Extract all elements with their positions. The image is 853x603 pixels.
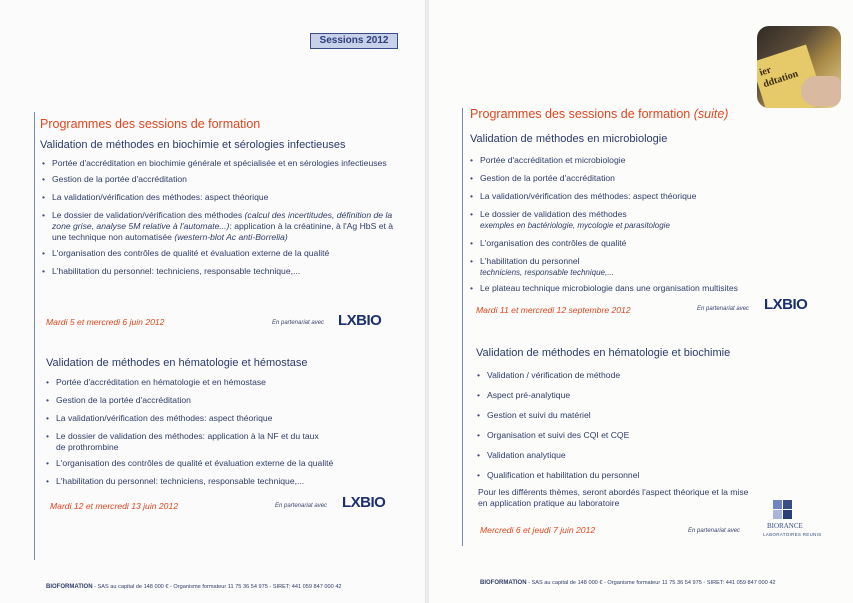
right-section2-title: Validation de méthodes en hématologie et biochimie: [476, 347, 731, 359]
list-item: • Le dossier de validation des méthodes exemples en bactériologie, mycologie et parasitologie: [470, 209, 810, 231]
list-item: • Qualification et habilitation du personnel: [477, 470, 777, 481]
right-section1-list: [470, 155, 810, 294]
lxbio-logo: LXBIO: [342, 494, 386, 511]
left-section2-dates: Mardi 12 et mercredi 13 juin 2012: [50, 501, 179, 511]
list-item: • Le dossier de validation/vérification des méthodes (calcul des incertitudes, définition de la zone grise, analyse 5M relative à l'automate...): application à la créatinine, à l'Ag HbS et à une technique non automatisée (western-blot Ac anti-Borrelia): [42, 210, 402, 243]
left-section2-list: [46, 377, 406, 487]
list-item: • L'habilitation du personnel techniciens, responsable technique,...: [470, 256, 810, 278]
list-item: • Gestion de la portée d'accréditation: [46, 395, 406, 406]
photo-hand: [801, 76, 841, 106]
right-section2-paragraph: Pour les différents thèmes, seront abordés l'aspect théorique et la mise en application pratique au laboratoire: [478, 487, 749, 508]
right-section2-dates: Mercredi 6 et jeudi 7 juin 2012: [480, 525, 596, 535]
partner-label: En partenariat avec: [697, 306, 750, 312]
right-margin-rule: [462, 108, 463, 546]
logo-square: [783, 510, 792, 519]
list-item: • Gestion de la portée d'accréditation: [42, 174, 402, 185]
list-item: • Portée d'accréditation en biochimie générale et spécialisée et en sérologies infectieuses: [42, 158, 402, 169]
partner-label: En partenariat avec: [688, 528, 741, 534]
list-item: • L'organisation des contrôles de qualité et évaluation externe de la qualité: [46, 458, 406, 469]
left-section1-dates: Mardi 5 et mercredi 6 juin 2012: [46, 317, 165, 327]
list-item: • La validation/vérification des méthodes: aspect théorique: [42, 192, 402, 203]
list-item: • L'organisation des contrôles de qualité: [470, 238, 810, 249]
document-photo: [757, 26, 841, 108]
biorance-subtitle: LABORATOIRES REUNIS: [763, 532, 822, 537]
list-item: • Organisation et suivi des CQI et CQE: [477, 430, 777, 441]
sessions-badge: Sessions 2012: [310, 33, 398, 49]
logo-square: [783, 500, 792, 509]
right-section1-dates: Mardi 11 et mercredi 12 septembre 2012: [476, 305, 631, 315]
right-heading: Programmes des sessions de formation (suite): [470, 107, 729, 121]
partner-label: En partenariat avec: [272, 320, 325, 326]
left-section1-title: Validation de méthodes en biochimie et sérologies infectieuses: [40, 139, 346, 151]
left-heading: Programmes des sessions de formation: [40, 117, 261, 131]
list-item: • La validation/vérification des méthodes: aspect théorique: [46, 413, 406, 424]
list-item: • Le dossier de validation des méthodes: application à la NF et du taux de prothrombine: [46, 431, 321, 453]
partner-label: En partenariat avec: [275, 503, 328, 509]
list-item: • Gestion et suivi du matériel: [477, 410, 777, 421]
right-section1-title: Validation de méthodes en microbiologie: [470, 133, 668, 145]
lxbio-logo: LXBIO: [338, 312, 382, 329]
list-item: • Portée d'accréditation et microbiologie: [470, 155, 810, 166]
right-footer: BIOFORMATION - SAS au capital de 148 000 € - Organisme formateur 11 75 36 54 975 - SIRET: 441 059 847 000 42: [480, 580, 776, 586]
list-item: • Gestion de la portée d'accréditation: [470, 173, 810, 184]
list-item: • La validation/vérification des méthodes: aspect théorique: [470, 191, 810, 202]
left-section2-title: Validation de méthodes en hématologie et hémostase: [46, 357, 308, 369]
list-item: • L'habilitation du personnel: techniciens, responsable technique,...: [46, 476, 406, 487]
left-footer: BIOFORMATION - SAS au capital de 148 000 € - Organisme formateur 11 75 36 54 975 - SIRET: 441 059 847 000 42: [46, 584, 342, 590]
logo-square: [773, 510, 782, 519]
list-item: • Validation analytique: [477, 450, 777, 461]
left-section1-list: [42, 158, 402, 277]
right-section2-list: [477, 370, 777, 481]
list-item: • Le plateau technique microbiologie dans une organisation multisites: [470, 283, 810, 294]
left-margin-rule: [34, 112, 35, 560]
list-item: • Portée d'accréditation en hématologie et en hémostase: [46, 377, 406, 388]
logo-square: [773, 500, 782, 509]
list-item: • L'habilitation du personnel: techniciens, responsable technique,...: [42, 266, 402, 277]
list-item: • Validation / vérification de méthode: [477, 370, 777, 381]
biorance-name: BIORANCE: [767, 522, 803, 530]
photo-text: ier ddtation: [758, 64, 800, 91]
left-page: [0, 0, 426, 603]
list-item: • Aspect pré-analytique: [477, 390, 777, 401]
list-item: • L'organisation des contrôles de qualité et évaluation externe de la qualité: [42, 248, 402, 259]
lxbio-logo: LXBIO: [764, 296, 808, 313]
page-fold: [425, 0, 429, 603]
